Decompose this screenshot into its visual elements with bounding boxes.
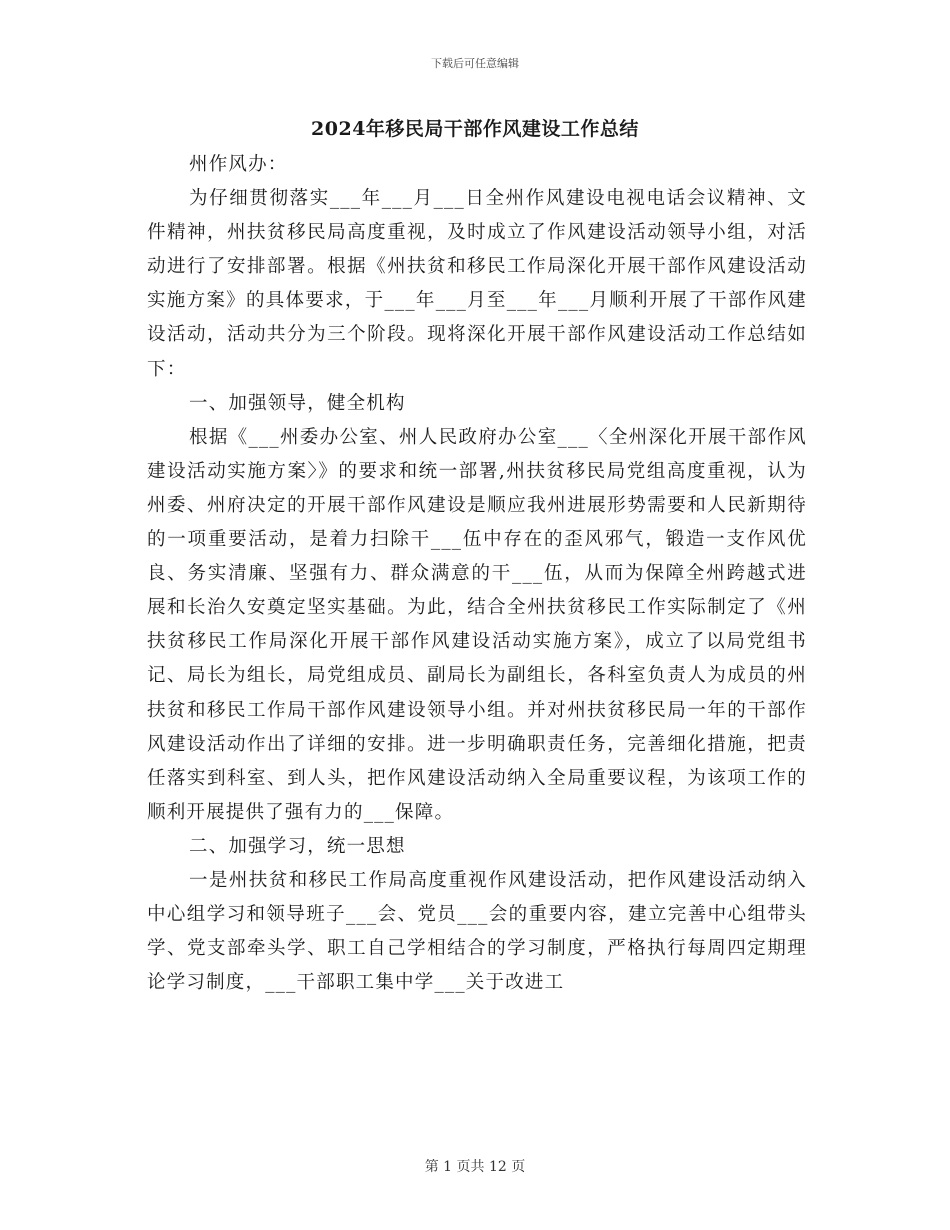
paragraph-section-1: 根据《___州委办公室、州人民政府办公室___〈全州深化开展干部作风建设活动实施方案〉》的要求和统一部署,州扶贫移民局党组高度重视，认为州委、州府决定的开展干部作风建设是顺应我州进展形势需要和人民新期待的一项重要活动，是着力扫除干___伍中存在的歪风邪气，锻造一支作风优良、务实清廉、坚强有力、群众满意的干___伍，从而为保障全州跨越式进展和长治久安奠定坚实基础。为此，结合全州扶贫移民工作实际制定了《州扶贫移民工作局深化开展干部作风建设活动实施方案》，成立了以局党组书记、局长为组长，局党组成员、副局长为副组长，各科室负责人为成员的州扶贫和移民工作局干部作风建设领导小组。并对州扶贫移民局一年的干部作风建设活动作出了详细的安排。进一步明确职责任务，完善细化措施，把责任落实到科室、到人头，把作风建设活动纳入全局重要议程，为该项工作的顺利开展提供了强有力的___保障。 — [147, 426, 807, 823]
page-footer: 第 1 页共 12 页 — [424, 1159, 526, 1175]
document-body — [147, 148, 807, 1000]
header-note: 下载后可任意编辑 — [431, 57, 519, 70]
section-heading-2: 二、加强学习，统一思想 — [189, 835, 406, 857]
paragraph-intro: 为仔细贯彻落实___年___月___日全州作风建设电视电话会议精神、文件精神，州扶贫移民局高度重视，及时成立了作风建设活动领导小组，对活动进行了安排部署。根据《州扶贫和移民工作局深化开展干部作风建设活动实施方案》的具体要求，于___年___月至___年___月顺利开展了干部作风建设活动，活动共分为三个阶段。现将深化开展干部作风建设活动工作总结如下： — [147, 188, 807, 380]
document-title: 2024年移民局干部作风建设工作总结 — [311, 118, 639, 140]
paragraph-section-2: 一是州扶贫和移民工作局高度重视作风建设活动，把作风建设活动纳入中心组学习和领导班子___会、党员___会的重要内容，建立完善中心组带头学、党支部牵头学、职工自己学相结合的学习制度，严格执行每周四定期理论学习制度，___干部职工集中学___关于改进工 — [147, 869, 807, 994]
salutation: 州作风办： — [189, 154, 288, 175]
section-heading-1: 一、加强领导，健全机构 — [189, 392, 406, 414]
